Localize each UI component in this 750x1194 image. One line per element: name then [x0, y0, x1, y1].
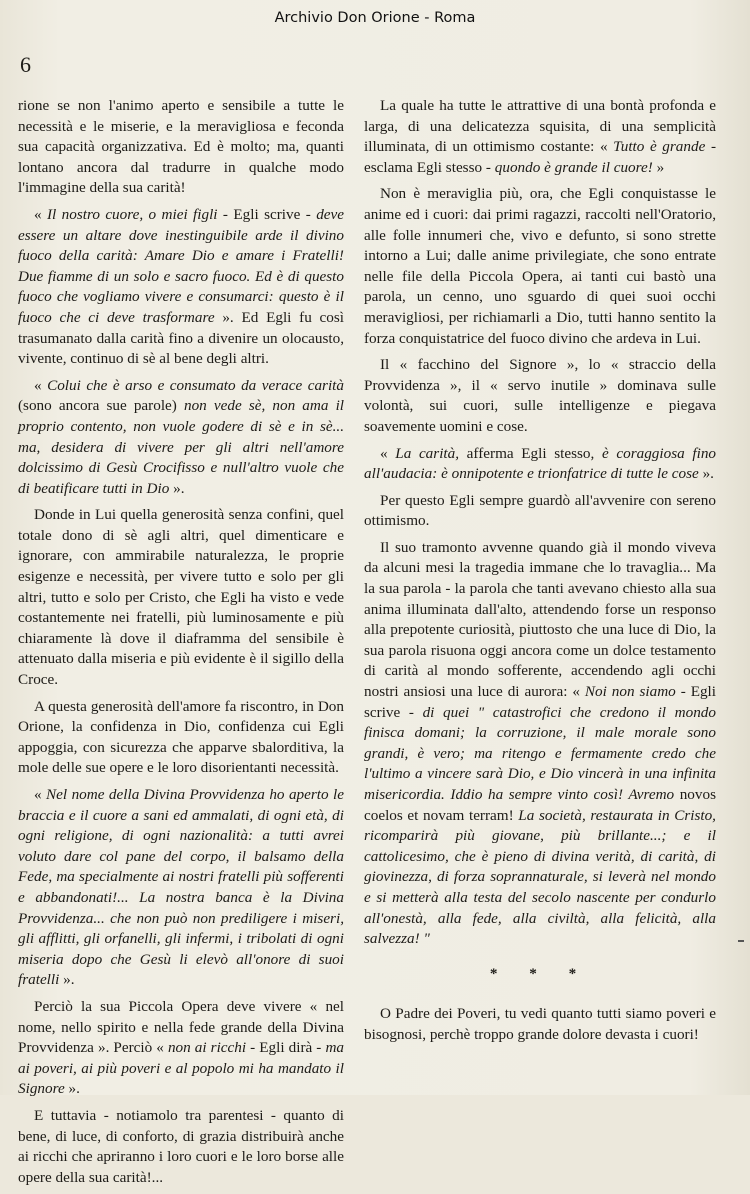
paragraph: [364, 1004, 716, 1045]
text-run: rione se non l'animo aperto e sensibile a tutte le necessità e le miserie, e la meravigliosa e feconda sua capacità organizzativa. Ed è molto; ma, quanti lontano ancora dal tradurre in qualche modo l'immagine della sua carità!: [18, 97, 344, 197]
italic-text: Colui che è arso e consumato da verace carità: [47, 376, 344, 394]
italic-text: La carità,: [395, 444, 460, 462]
text-run: ».: [698, 465, 714, 483]
paragraph: [18, 697, 344, 779]
text-run: - esclama Egli stesso -: [364, 138, 716, 176]
text-run: (sono ancora sue parole): [18, 397, 184, 415]
text-run: - Egli scrive -: [364, 683, 717, 721]
italic-text: ma ai poveri, ai più poveri e al popolo mi ha mandato il Signore: [18, 1039, 344, 1098]
paragraph: [18, 376, 344, 500]
italic-text: quondo è grande il cuore!: [494, 158, 653, 176]
text-run: Il « facchino del Signore », lo « straccio della Provvidenza », il « servo inutile » dominava sulle volontà, sui cuori, sulle intelligenze e piegava soavemente uomini e cose.: [364, 356, 716, 435]
text-run: »: [652, 158, 665, 176]
text-run: «: [34, 786, 47, 803]
text-run: O Padre dei Poveri, tu vedi quanto tutti siamo poveri e bisognosi, perchè troppo grande dolore devasta i cuori!: [364, 1005, 716, 1043]
text-run: «: [34, 376, 48, 394]
text-run: Il suo tramonto avvenne quando già il mondo viveva da alcuni mesi la tragedia immane che lo travaglia... Ma la sua parola - la parola che tanti avevano chiesto alla sua anima illuminata dall'alto, attendendo forse un responso alla prepotente curiosità, piuttosto che una luce di Dio, la sua parola risuona oggi ancora come un dolce testamento di carità al mondo sofferente, accendendo agli occhi nostri ansiosi una luce di aurora: «: [364, 538, 716, 701]
paragraph: [364, 491, 716, 532]
italic-text: Noi non siamo: [584, 683, 676, 701]
text-run: novos coelos et novam terram!: [364, 786, 716, 824]
text-run: Perciò la sua Piccola Opera deve vivere « nel nome, nello spirito e nella fede grande della Divina Provvidenza ». Perciò «: [18, 997, 344, 1057]
text-run: afferma Egli stesso,: [459, 444, 602, 462]
paragraph: [18, 96, 344, 199]
text-run: «: [34, 205, 47, 223]
right-column: [364, 96, 716, 1052]
paragraph: [364, 444, 716, 485]
italic-text: deve essere un altare dove inestinguibile arde il divino fuoco della carità: Amare Dio e amare i Fratelli! Due fiamme di un solo e sacro fuoco. Ed è di questo fuoco che vogliamo vivere e consumarci: questo è il fuoco che ci deve trasformare: [18, 205, 345, 326]
edge-mark: [738, 940, 744, 942]
text-run: Non è meraviglia più, ora, che Egli conquistasse le anime ed i cuori: dai primi ragazzi, raccolti nell'Oratorio, alle folle innumeri che, vivo e defunto, si sono strette intorno a Lui; dalle anime privilegiate, che sono entrate nelle file della Piccola Opera, ai tanti cui bastò una parola, un cenno, uno sguardo di quei suoi occhi meravigliosi, per richiamarli a Dio, tutti hanno sentito la forza conquistatrice del fuoco divino che ardeva in Lui.: [364, 185, 716, 347]
italic-text: Tutto è grande: [613, 138, 706, 156]
text-run: A questa generosità dell'amore fa riscontro, in Don Orione, la confidenza in Dio, confidenza cui Egli appoggia, con sicurezza che apparve sbalorditiva, la mole delle sue opere e le loro disorientanti necessità.: [18, 697, 344, 777]
text-run: ».: [64, 1080, 80, 1098]
archive-header: Archivio Don Orione - Roma: [274, 10, 476, 26]
paragraph: [18, 505, 344, 690]
italic-text: Il nostro cuore, o miei figli: [47, 205, 218, 223]
italic-text: non vede sè, non ama il proprio contento, non vuole godere di sè e in sè... ma, desidera di vivere per gli altri nell'amore dolcissimo di Gesù Crocifisso e null'altro vuole che di beatificare tutti in Dio: [18, 397, 345, 497]
italic-text: è coraggiosa fino all'audacia: è onnipotente e trionfatrice di tutte le cose: [364, 444, 717, 483]
text-run: ».: [169, 479, 185, 497]
italic-text: di quei " catastrofici che credono il mondo finisca domani; la corruzione, il male morale sono grandi, è vero; ma ritengo e fermamente credo che l'ultimo a vincere sarà Dio, e Dio vincerà in una infinita misericordia. Iddio ha sempre vinto così! Avremo: [364, 703, 716, 803]
text-run: Per questo Egli sempre guardò all'avvenire con sereno ottimismo.: [364, 491, 716, 530]
italic-text: La società, restaurata in Cristo, ricomparirà più giovane, più brillante...; e il cattolicesimo, che è pieno di divina verità, di carità, di giovinezza, di forza soprannaturale, si leverà nel mondo e si metterà alla testa del secolo nascente per condurlo all'onestà, alla fede, alla civiltà, alla felicità, alla salvezza! ": [364, 806, 716, 948]
paragraph: [18, 785, 344, 991]
text-run: - Egli scrive -: [217, 205, 317, 223]
text-run: La quale ha tutte le attrattive di una bontà profonda e larga, di una delicatezza squisita, di una semplicità illuminata, di un ottimismo costante: «: [364, 97, 716, 156]
paragraph: [18, 1106, 344, 1188]
italic-text: Nel nome della Divina Provvidenza ho aperto le braccia e il cuore a sani ed ammalati, di ogni età, di ogni religione, di ogni nazionalità: a tutti avrei voluto dare col pane del corpo, il balsamo della Fede, ma specialmente ai nostri fratelli più sofferenti e abbandonati!... La nostra banca è la Divina Provvidenza... che non può non prediligere i miseri, gli afflitti, gli orfanelli, gli infermi, i tribolati di ogni miseria dopo che Gesù li elevò all'onore di suoi fratelli: [18, 786, 345, 989]
text-run: E tuttavia - notiamolo tra parentesi - quanto di bene, di luce, di conforto, di grazia distribuirà anche ai ricchi che apriranno i loro cuori e le loro borse alle opere della sua carità!...: [18, 1106, 344, 1186]
paragraph: [364, 538, 716, 950]
left-column: [18, 96, 344, 1194]
paragraph: [364, 184, 716, 349]
italic-text: non ai ricchi: [167, 1039, 247, 1057]
text-run: - Egli dirà -: [246, 1039, 326, 1057]
paragraph: [364, 96, 716, 178]
text-run: Donde in Lui quella generosità senza confini, quel totale dono di sè agli altri, quel dimenticare e ignorare, con ammirabile naturalezza, le proprie esigenze e necessità, per vivere tutto e solo per gli altri, tutto e solo per Cristo, che Egli ha visto e vede costantemente nei fratelli, più luminosamente e più chiaramente là dove il diaframma del sensibile è attenuato dalla miseria e più evidente è il sigillo della Croce.: [18, 506, 344, 689]
text-run: «: [380, 444, 396, 462]
text-run: ».: [59, 971, 75, 989]
paragraph: [18, 205, 344, 370]
page-number: 6: [20, 52, 31, 77]
paragraph: [18, 997, 344, 1100]
text-run: ». Ed Egli fu così trasumanato dalla carità fino a divenire un olocausto, vivente, continuo di sè al bene degli altri.: [18, 308, 345, 368]
section-separator: * * *: [489, 964, 591, 982]
paragraph: [364, 355, 716, 437]
